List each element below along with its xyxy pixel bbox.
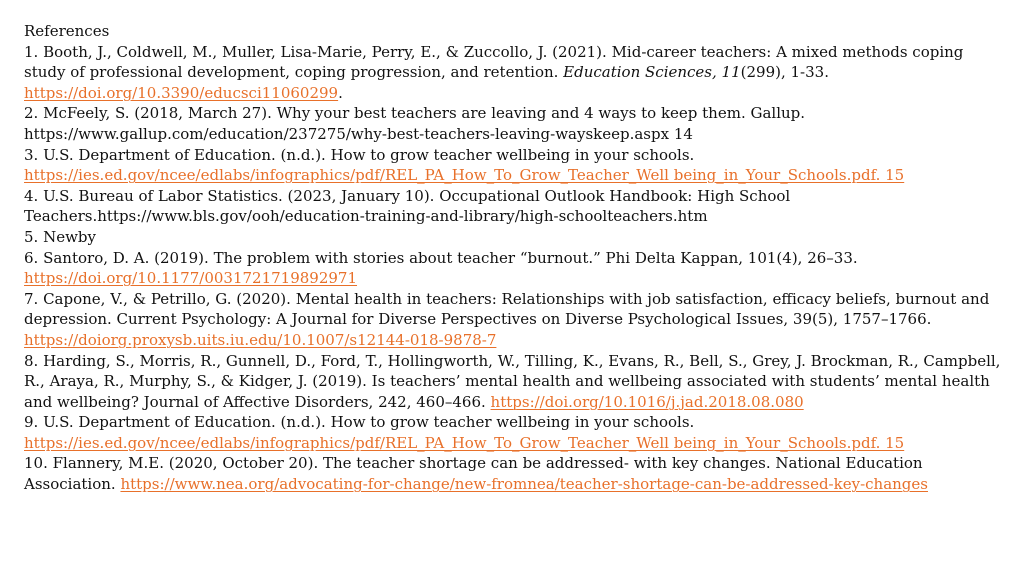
reference-1 (24, 42, 1009, 104)
reference-4: 4. U.S. Bureau of Labor Statistics. (2023, January 10). Occupational Outlook Handbook: High School Teachers.https://www.bls.gov/ooh/education-training-and-library/high-schoolteachers.htm (24, 186, 791, 226)
reference-3-link[interactable]: https://ies.ed.gov/ncee/edlabs/infographics/pdf/REL_PA_How_To_Grow_Teacher_Well being_in_Your_Schools.pdf. 15 (24, 166, 905, 185)
reference-1-pages: (299), 1-33. (740, 63, 829, 82)
reference-6 (24, 248, 1009, 289)
reference-1-journal: Education Sciences, 11 (563, 63, 741, 82)
reference-9-link[interactable]: https://ies.ed.gov/ncee/edlabs/infographics/pdf/REL_PA_How_To_Grow_Teacher_Well being_in_Your_Schools.pdf. 15 (24, 433, 905, 452)
reference-9-text: 9. U.S. Department of Education. (n.d.). How to grow teacher wellbeing in your schools. (24, 413, 695, 432)
reference-10 (24, 453, 1009, 494)
page-title: References (24, 22, 110, 40)
reference-8 (24, 351, 1009, 413)
reference-8-link[interactable]: https://doi.org/10.1016/j.jad.2018.08.080 (490, 392, 804, 411)
reference-1-text: 1. Booth, J., Coldwell, M., Muller, Lisa-Marie, Perry, E., & Zuccollo, J. (2021). Mid-career teachers: A mixed methods coping study of professional development, coping progression, and retention. (24, 42, 964, 82)
reference-3-text: 3. U.S. Department of Education. (n.d.). How to grow teacher wellbeing in your schools. (24, 145, 695, 164)
reference-2: 2. McFeely, S. (2018, March 27). Why your best teachers are leaving and 4 ways to keep them. Gallup. https://www.gallup.com/education/237275/why-best-teachers-leaving-wayskeep.aspx 14 (24, 104, 806, 143)
reference-1-period: . (338, 83, 343, 102)
reference-1-link[interactable]: https://doi.org/10.3390/educsci11060299 (24, 83, 339, 102)
reference-7-text: 7. Capone, V., & Petrillo, G. (2020). Mental health in teachers: Relationships with job satisfaction, efficacy beliefs, burnout and depression. Current Psychology: A Journal for Diverse Perspectives on Diverse Psychological Issues, 39(5), 1757–1766. (24, 289, 990, 329)
reference-5: 5. Newby (24, 227, 96, 246)
reference-3 (24, 145, 1009, 186)
reference-8-text: 8. Harding, S., Morris, R., Gunnell, D., Ford, T., Hollingworth, W., Tilling, K., Evans, R., Bell, S., Grey, J. Brockman, R., Campbell, R., Araya, R., Murphy, S., & Kidger, J. (2019). Is teachers’ mental health and wellbeing associated with students’ mental health and wellbeing? Journal of Affective Disorders, 242, 460–466. (24, 351, 1001, 411)
reference-10-link[interactable]: https://www.nea.org/advocating-for-change/new-fromnea/teacher-shortage-can-be-addressed-key-changes (120, 475, 928, 494)
reference-10-text: 10. Flannery, M.E. (2020, October 20). The teacher shortage can be addressed- with key changes. National Education Association. (24, 454, 923, 494)
reference-6-link[interactable]: https://doi.org/10.1177/0031721719892971 (24, 269, 358, 288)
reference-7 (24, 289, 1009, 351)
reference-9 (24, 412, 1009, 453)
references-slide (24, 21, 1009, 495)
reference-7-link[interactable]: https://doiorg.proxysb.uits.iu.edu/10.1007/s12144-018-9878-7 (24, 330, 497, 349)
reference-6-text: 6. Santoro, D. A. (2019). The problem with stories about teacher “burnout.” Phi Delta Kappan, 101(4), 26–33. (24, 248, 858, 267)
